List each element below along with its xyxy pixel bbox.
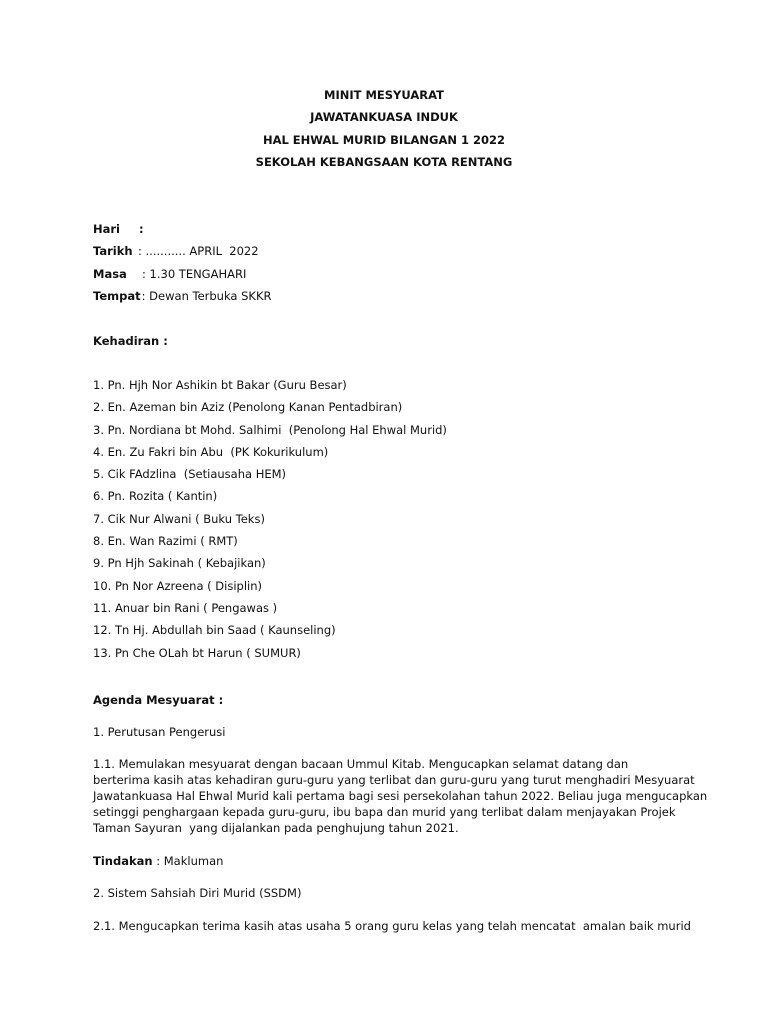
info-row-hari (93, 221, 272, 243)
paragraph-line: 1.1. Memulakan mesyuarat dengan bacaan Ummul Kitab. Mengucapkan selamat datang dan (93, 757, 629, 771)
masa-value: : 1.30 TENGAHARI (142, 266, 247, 281)
paragraph-line: berterima kasih atas kehadiran guru-guru yang terlibat dan guru-guru yang turut menghadiri Mesyuarat (93, 773, 695, 787)
hari-separator: : (139, 222, 144, 236)
info-row-masa (93, 266, 272, 288)
hari-label: Hari (93, 222, 120, 236)
agenda-item-1-1-paragraph (93, 756, 708, 836)
info-row-tempat (93, 288, 272, 310)
document-title (0, 87, 768, 176)
tindakan-line (93, 853, 223, 869)
list-item: 4. En. Zu Fakri bin Abu (PK Kokurikulum) (93, 444, 329, 459)
agenda-item-1-title: 1. Perutusan Pengerusi (93, 725, 226, 739)
tarikh-label: Tarikh (93, 244, 133, 259)
attendee-list (93, 377, 447, 667)
list-item: 10. Pn Nor Azreena ( Disiplin) (93, 578, 263, 593)
tindakan-label: Tindakan (93, 854, 153, 868)
info-row-tarikh (93, 243, 272, 265)
list-item: 6. Pn. Rozita ( Kantin) (93, 489, 218, 504)
agenda-item-2-1-text: 2.1. Mengucapkan terima kasih atas usaha 5 orang guru kelas yang telah mencatat amalan baik murid (93, 919, 691, 933)
paragraph-line: setinggi penghargaan kepada guru-guru, ibu bapa dan murid yang terlibat dalam menjayakan Projek (93, 805, 676, 819)
list-item: 9. Pn Hjh Sakinah ( Kebajikan) (93, 556, 266, 571)
list-item: 8. En. Wan Razimi ( RMT) (93, 534, 238, 549)
tempat-label: Tempat (93, 288, 141, 303)
paragraph-line: Taman Sayuran yang dijalankan pada penghujung tahun 2021. (93, 821, 459, 835)
list-item: 11. Anuar bin Rani ( Pengawas ) (93, 600, 278, 615)
list-item: 12. Tn Hj. Abdullah bin Saad ( Kaunseling) (93, 623, 336, 638)
title-line-3: HAL EHWAL MURID BILANGAN 1 2022 (262, 132, 506, 147)
agenda-item-2-title: 2. Sistem Sahsiah Diri Murid (SSDM) (93, 886, 302, 900)
title-line-1: MINIT MESYUARAT (324, 88, 444, 102)
list-item: 7. Cik Nur Alwani ( Buku Teks) (93, 511, 265, 526)
paragraph-line: Jawatankuasa Hal Ehwal Murid kali pertama bagi sesi persekolahan tahun 2022. Beliau juga mengucapkan (93, 789, 708, 803)
list-item: 1. Pn. Hjh Nor Ashikin bt Bakar (Guru Besar) (93, 378, 347, 392)
tindakan-value: : Makluman (152, 854, 224, 868)
title-line-2: JAWATANKUASA INDUK (310, 110, 458, 125)
agenda-heading: Agenda Mesyuarat : (93, 693, 224, 707)
kehadiran-heading: Kehadiran : (93, 334, 168, 348)
masa-label: Masa (93, 266, 127, 281)
list-item: 5. Cik FAdzlina (Setiausaha HEM) (93, 467, 287, 482)
title-line-4: SEKOLAH KEBANGSAAN KOTA RENTANG (255, 154, 513, 169)
tempat-value: : Dewan Terbuka SKKR (138, 288, 272, 303)
tarikh-value: : ........... APRIL 2022 (138, 244, 259, 259)
list-item: 3. Pn. Nordiana bt Mohd. Salhimi (Penolong Hal Ehwal Murid) (93, 422, 447, 437)
list-item: 2. En. Azeman bin Aziz (Penolong Kanan Pentadbiran) (93, 400, 403, 415)
list-item: 13. Pn Che OLah bt Harun ( SUMUR) (93, 645, 301, 660)
meeting-info (93, 221, 272, 310)
